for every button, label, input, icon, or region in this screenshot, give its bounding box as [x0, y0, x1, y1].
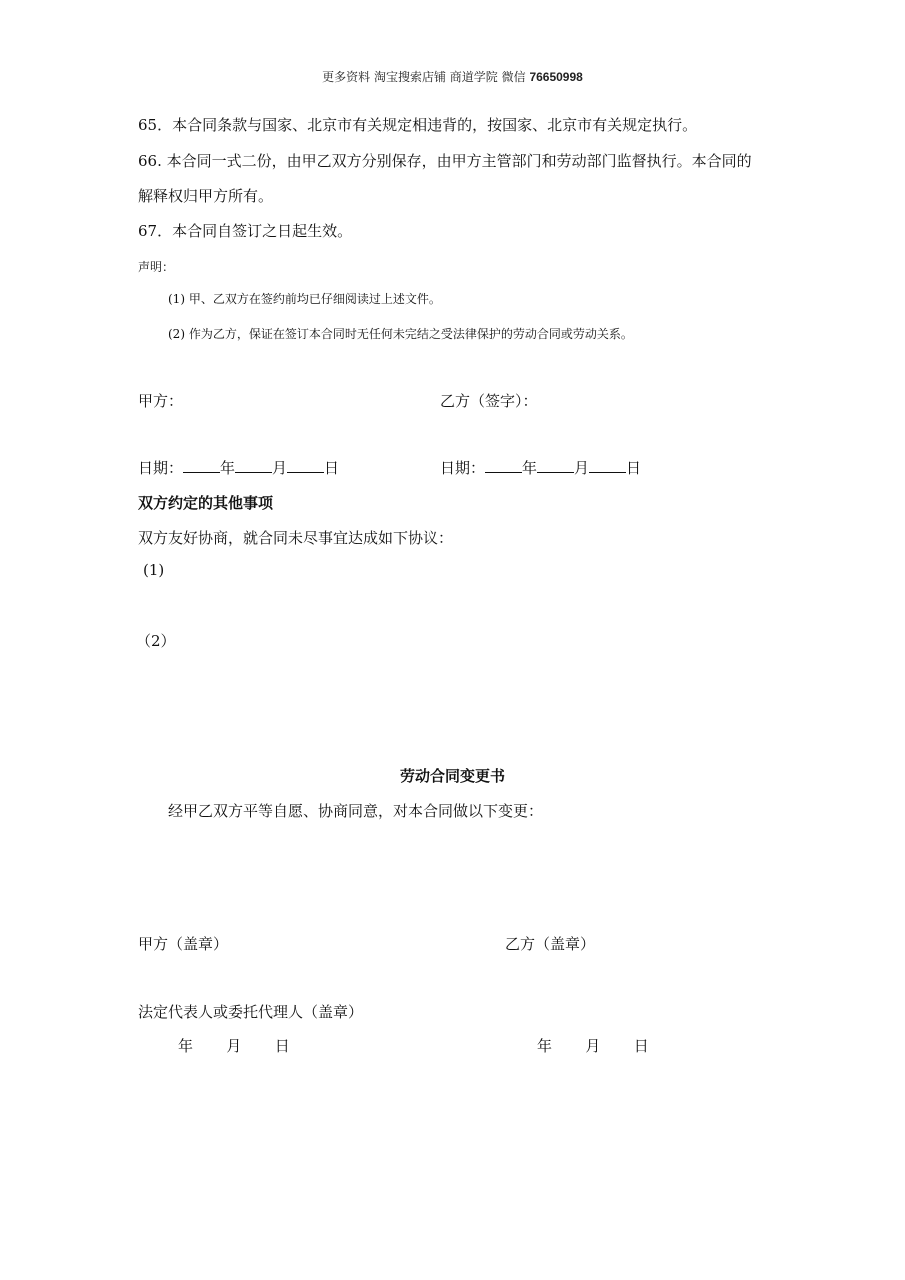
other-matters-item-1: (1) — [143, 561, 165, 579]
header-wechat-number: 76650998 — [529, 70, 583, 84]
party-a-date — [138, 457, 339, 478]
party-b-seal-label: 乙方（盖章） — [505, 935, 596, 953]
change-doc-intro: 经甲乙双方平等自愿、协商同意，对本合同做以下变更： — [168, 802, 544, 820]
party-a-change-date: 年 月 日 — [178, 1037, 290, 1055]
month-blank — [235, 460, 272, 473]
other-matters-heading: 双方约定的其他事项 — [138, 494, 274, 512]
header-text: 更多资料 淘宝搜索店铺 商道学院 微信 — [322, 70, 530, 84]
clause-67: 67．本合同自签订之日起生效。 — [138, 222, 353, 240]
change-doc-title: 劳动合同变更书 — [399, 767, 505, 785]
statement-label: 声明： — [138, 260, 175, 274]
party-a-seal-label: 甲方（盖章） — [138, 935, 229, 953]
statement-item-2: (2) 作为乙方，保证在签订本合同时无任何未完结之受法律保护的劳动合同或劳动关系。 — [168, 327, 633, 341]
day-label: 日 — [324, 459, 340, 477]
party-b-date — [440, 457, 641, 478]
day-label: 日 — [626, 459, 642, 477]
other-matters-item-2: （2） — [136, 632, 176, 650]
party-a-label: 甲方： — [138, 392, 184, 410]
clause-65: 65．本合同条款与国家、北京市有关规定相违背的，按国家、北京市有关规定执行。 — [138, 116, 698, 134]
date-label: 日期： — [440, 459, 486, 477]
year-blank — [183, 460, 220, 473]
month-blank — [537, 460, 574, 473]
page-header — [0, 68, 905, 85]
party-b-change-date: 年 月 日 — [537, 1037, 649, 1055]
year-label: 年 — [522, 459, 538, 477]
year-label: 年 — [220, 459, 236, 477]
year-blank — [485, 460, 522, 473]
day-blank — [287, 460, 324, 473]
clause-66-continued: 解释权归甲方所有。 — [138, 187, 274, 205]
date-label: 日期： — [138, 459, 184, 477]
statement-item-1: (1) 甲、乙双方在签约前均已仔细阅读过上述文件。 — [168, 292, 441, 306]
month-label: 月 — [574, 459, 590, 477]
day-blank — [589, 460, 626, 473]
clause-66: 66. 本合同一式二份，由甲乙双方分别保存，由甲方主管部门和劳动部门监督执行。本合同的 — [138, 152, 752, 170]
other-matters-intro: 双方友好协商，就合同未尽事宜达成如下协议： — [138, 529, 454, 547]
party-b-signature-label: 乙方（签字）： — [440, 392, 538, 410]
representative-seal-label: 法定代表人或委托代理人（盖章） — [138, 1003, 364, 1021]
month-label: 月 — [272, 459, 288, 477]
